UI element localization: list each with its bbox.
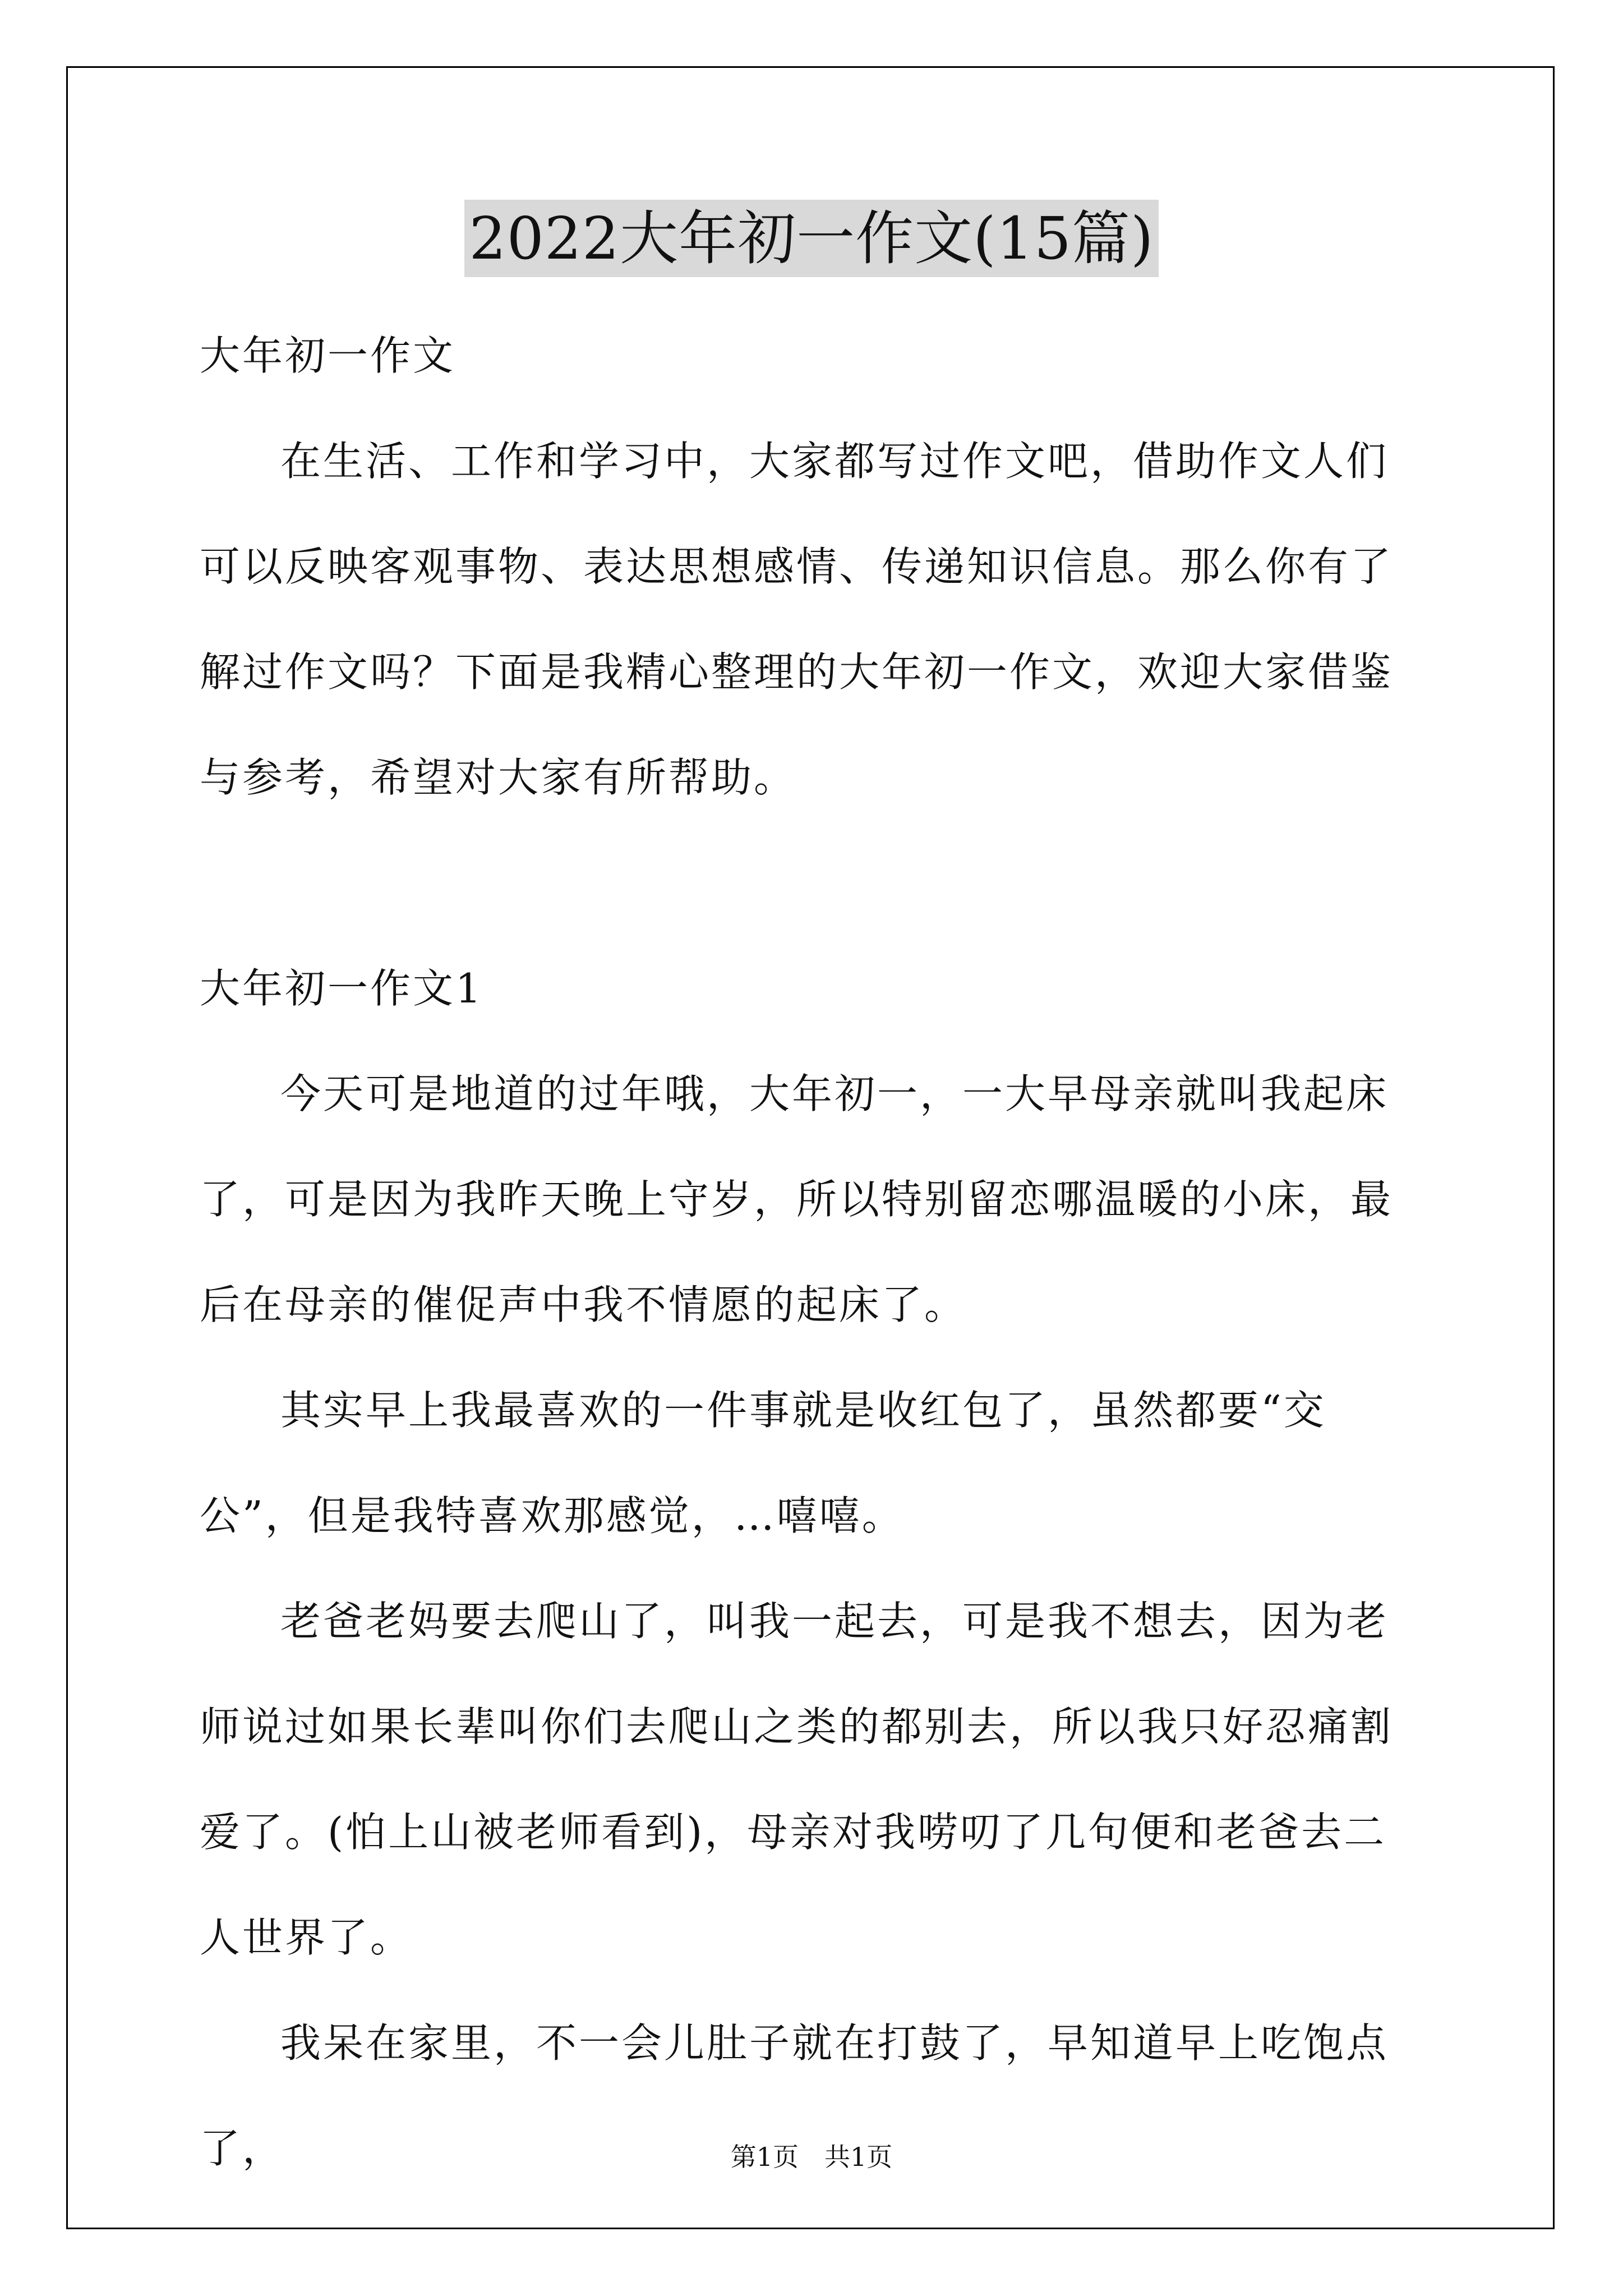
intro-paragraph: 在生活、工作和学习中，大家都写过作文吧，借助作文人们可以反映客观事物、表达思想感情、传递知识信息。那么你有了解过作文吗？下面是我精心整理的大年初一作文，欢迎大家借鉴与参考，希望对大家有所帮助。: [200, 438, 1394, 801]
title-container: [0, 200, 1623, 277]
body-paragraph: 其实早上我最喜欢的一件事就是收红包了，虽然都要“交公”，但是我特喜欢那感觉，…嘻嘻。: [200, 1387, 1326, 1539]
section-gap: [200, 830, 1428, 936]
section-heading: 大年初一作文1: [200, 965, 483, 1012]
body-paragraph: 今天可是地道的过年哦，大年初一，一大早母亲就叫我起床了，可是因为我昨天晚上守岁，所以特别留恋哪温暖的小床，最后在母亲的催促声中我不情愿的起床了。: [200, 1070, 1394, 1328]
body-paragraph: 我呆在家里，不一会儿肚子就在打鼓了，早知道早上吃饱点了，: [200, 2019, 1389, 2172]
intro-heading: 大年初一作文: [200, 332, 456, 379]
body-paragraph: 老爸老妈要去爬山了，叫我一起去，可是我不想去，因为老师说过如果长辈叫你们去爬山之类的都别去，所以我只好忍痛割爱了。(怕上山被老师看到)，母亲对我唠叨了几句便和老爸去二人世界了。: [200, 1598, 1394, 1961]
document-title: 2022大年初一作文(15篇): [464, 200, 1158, 277]
page-footer: 第1页 共1页: [730, 2142, 893, 2172]
document-body: [200, 303, 1428, 2201]
